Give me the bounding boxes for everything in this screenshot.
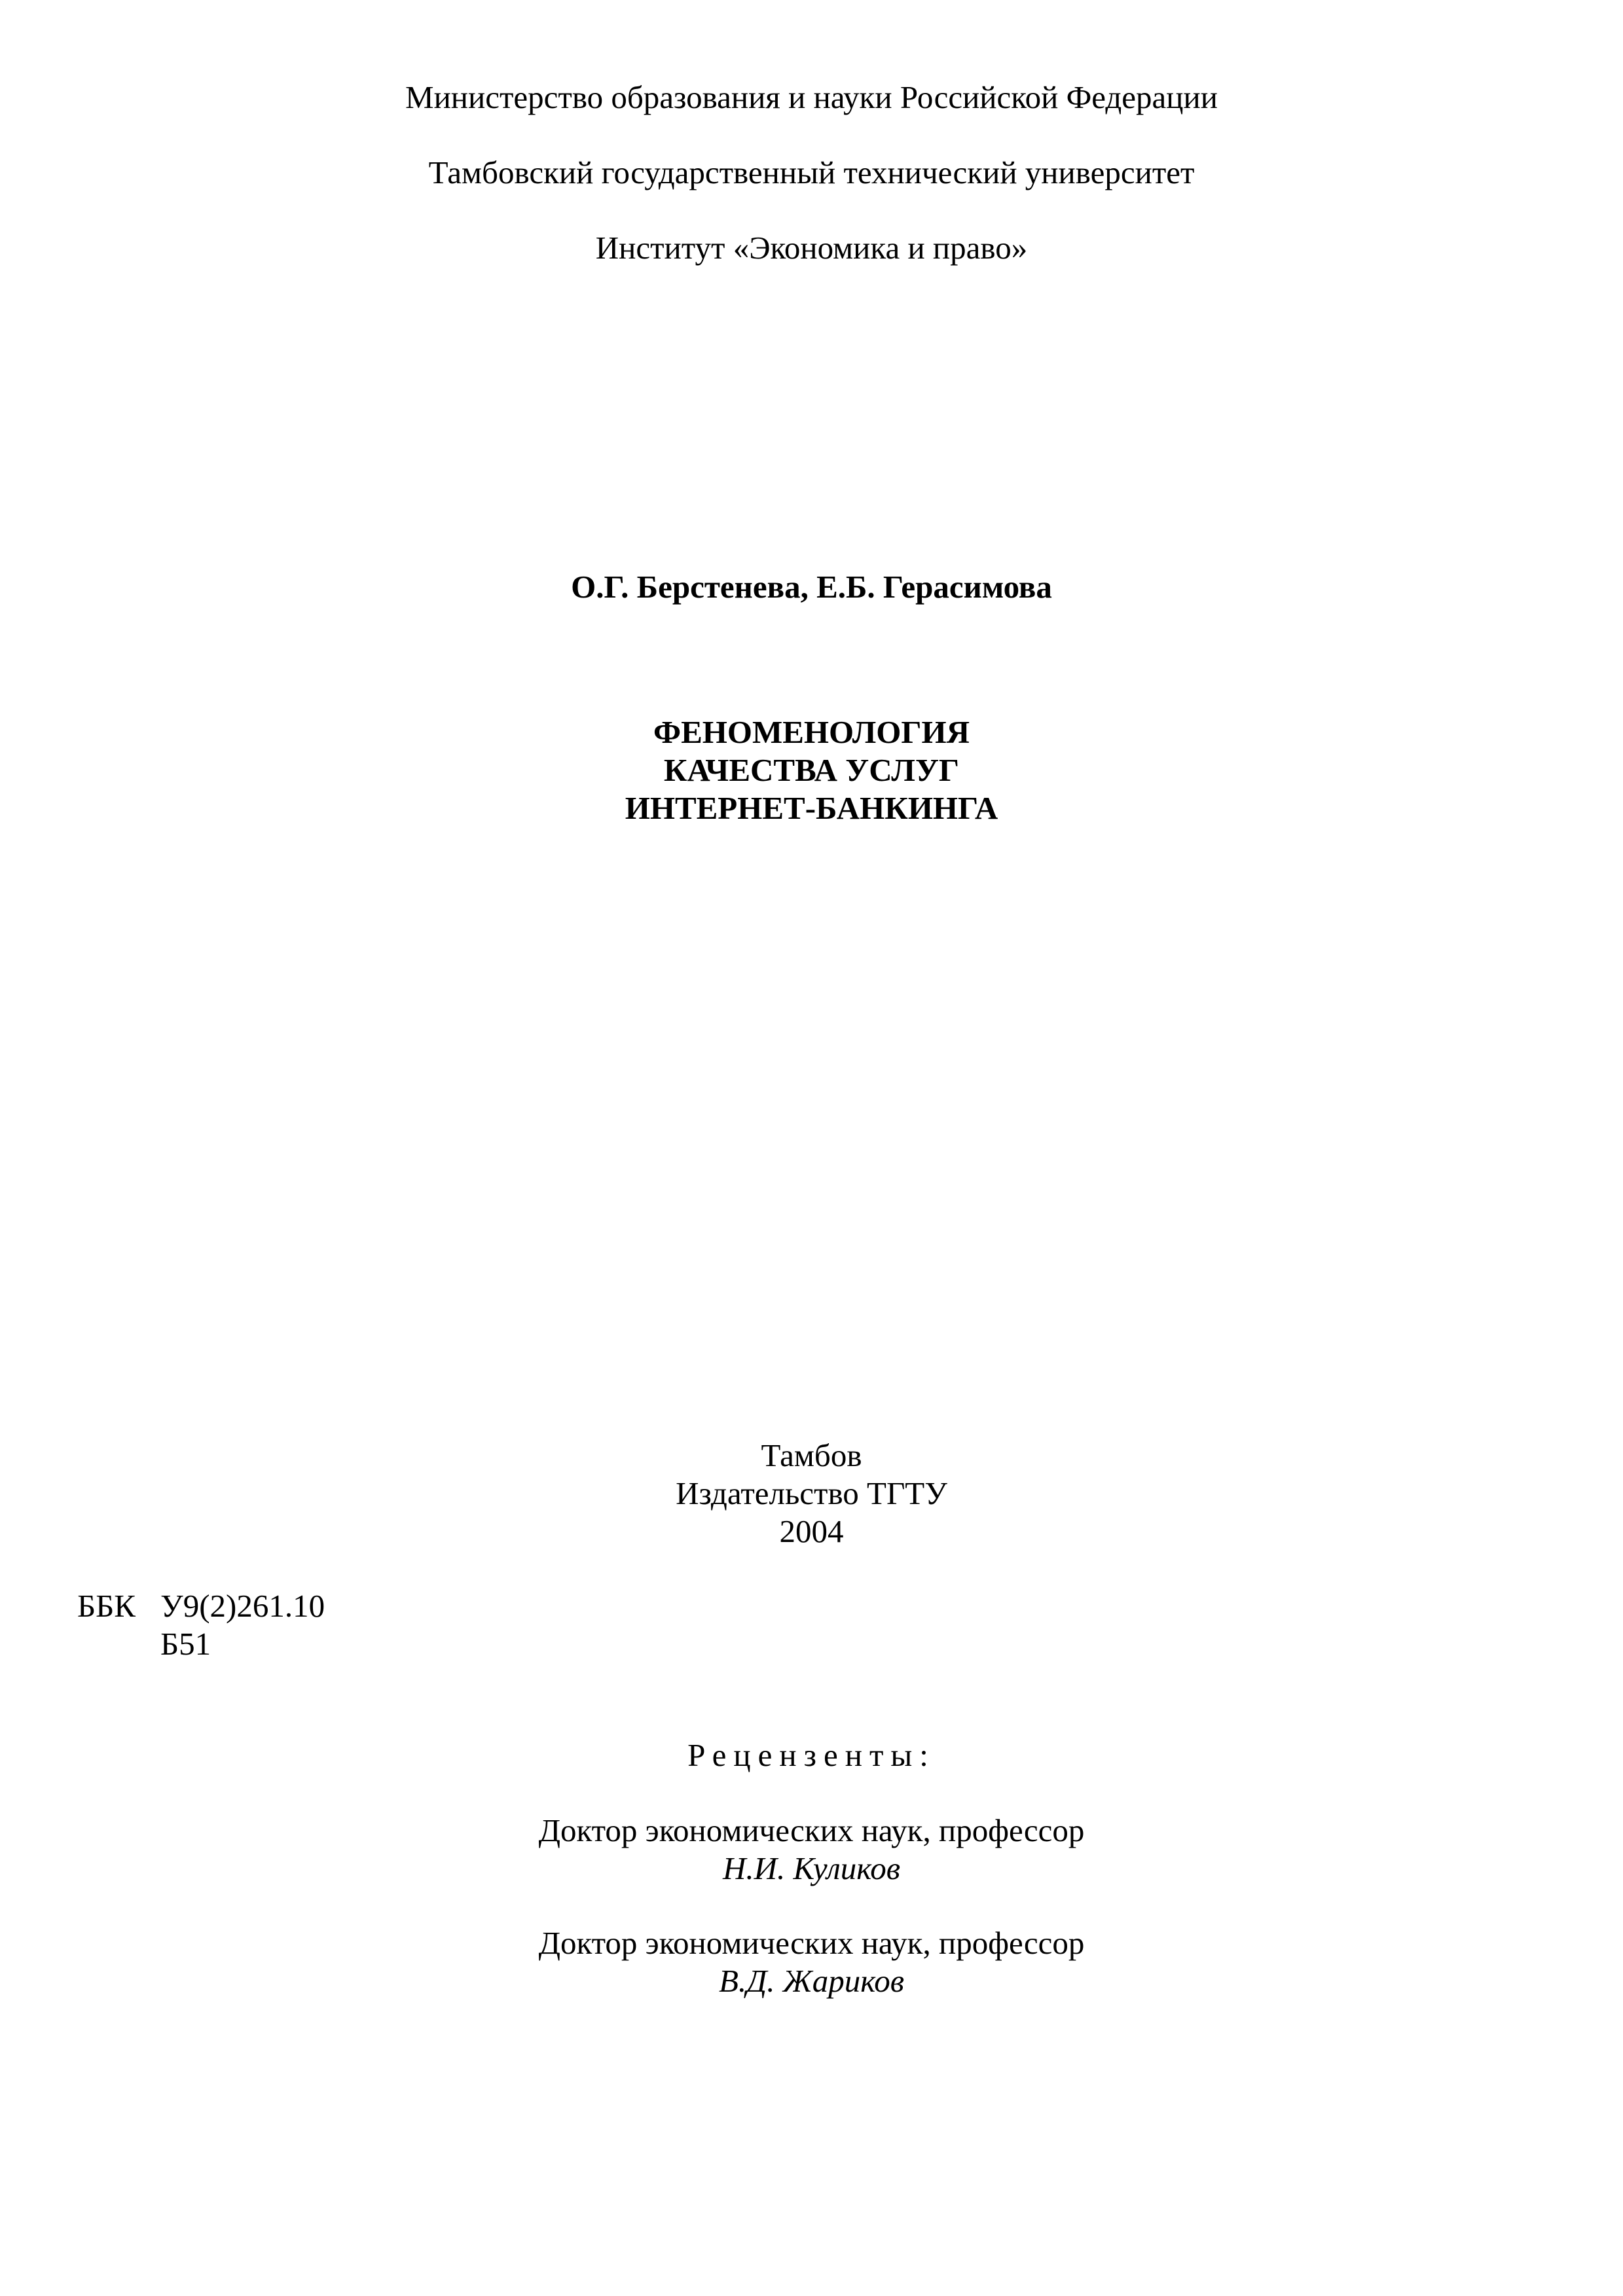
reviewer-2-name: В.Д. Жариков bbox=[718, 1963, 905, 1999]
reviewer-1-name: Н.И. Куликов bbox=[722, 1850, 901, 1886]
institute-name: Институт «Экономика и право» bbox=[595, 230, 1028, 266]
imprint-publisher: Издательство ТГТУ bbox=[676, 1475, 947, 1511]
university-name: Тамбовский государственный технический университет bbox=[428, 154, 1195, 190]
book-title-line-3: ИНТЕРНЕТ-БАНКИНГА bbox=[625, 790, 998, 826]
imprint-city: Тамбов bbox=[761, 1437, 862, 1473]
reviewers-heading: Рецензенты: bbox=[687, 1737, 936, 1773]
bbk-label: ББК bbox=[77, 1588, 136, 1624]
authors: О.Г. Берстенева, Е.Б. Герасимова bbox=[571, 569, 1052, 605]
bbk-code: У9(2)261.10 bbox=[160, 1588, 325, 1624]
author-mark: Б51 bbox=[160, 1626, 211, 1662]
book-title-line-1: ФЕНОМЕНОЛОГИЯ bbox=[653, 714, 970, 750]
imprint-year: 2004 bbox=[779, 1513, 844, 1549]
reviewer-2-title: Доктор экономических наук, профессор bbox=[538, 1925, 1085, 1961]
book-title-line-2: КАЧЕСТВА УСЛУГ bbox=[663, 752, 960, 788]
ministry-name: Министерство образования и науки Российской Федерации bbox=[405, 79, 1218, 115]
reviewer-1-title: Доктор экономических наук, профессор bbox=[538, 1812, 1085, 1848]
